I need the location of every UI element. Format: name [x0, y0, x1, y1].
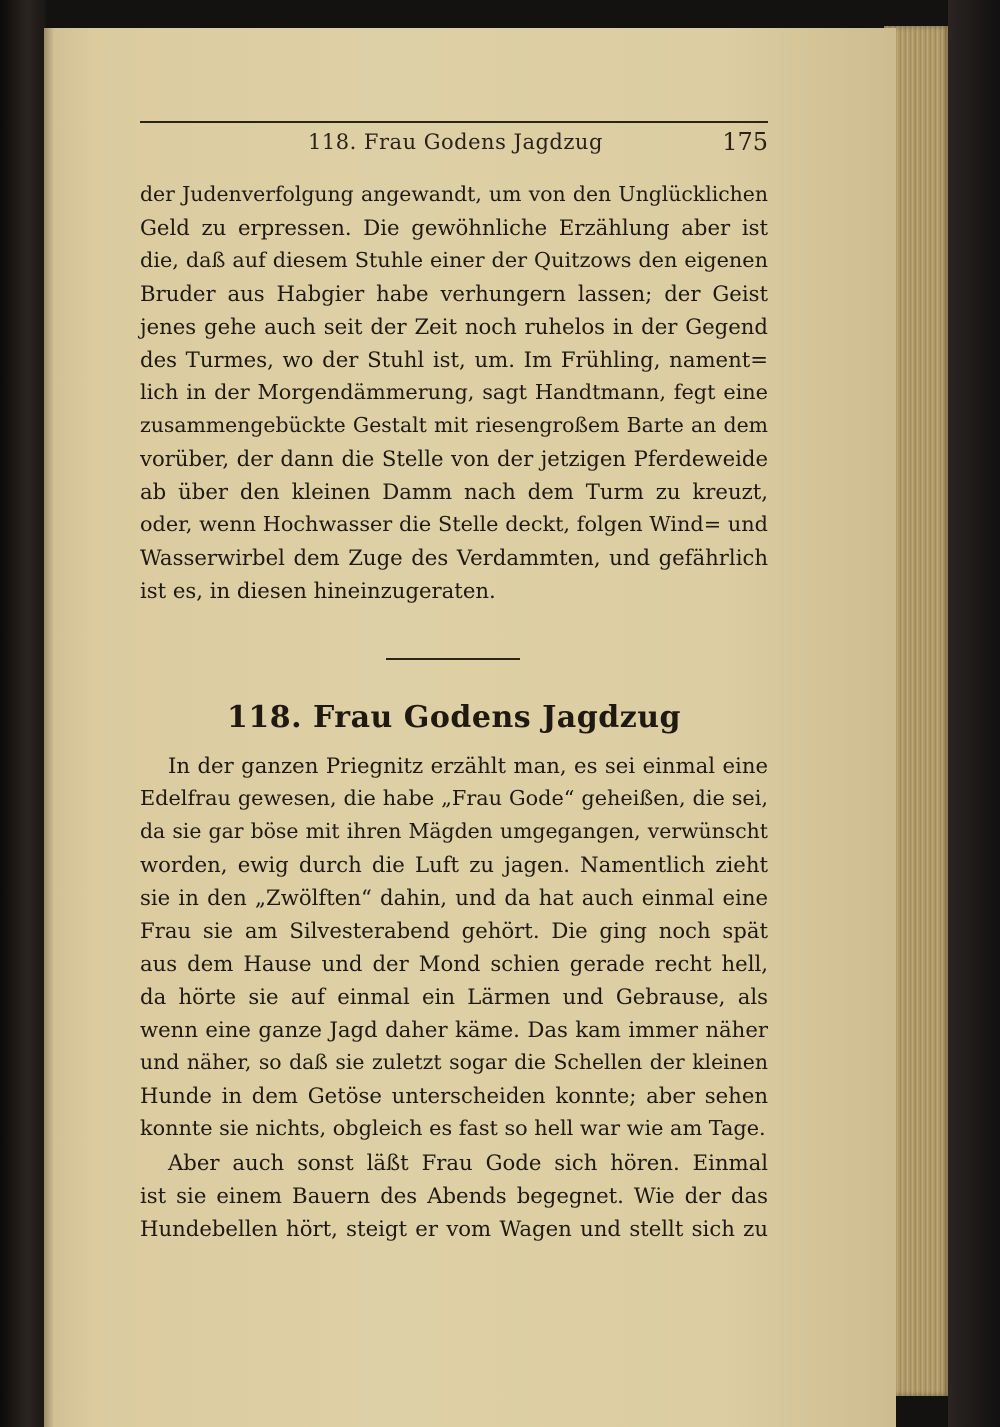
text-line: In der ganzen Priegnitz erzählt man, es sei einmal eine	[168, 753, 768, 778]
text-line: jenes gehe auch seit der Zeit noch ruhelos in der Gegend	[140, 314, 768, 339]
text-line: der Judenverfolgung angewandt, um von den Unglücklichen	[140, 182, 768, 206]
book-spine-left	[0, 0, 46, 1427]
running-head-title: 118. Frau Godens Jagdzug	[308, 130, 603, 154]
paragraph-top	[140, 178, 768, 607]
text-line: ab über den kleinen Damm nach dem Turm zu kreuzt,	[140, 479, 768, 504]
text-line: vorüber, der dann die Stelle von der jetzigen Pferdeweide	[140, 446, 768, 471]
book-cover-right	[948, 0, 1000, 1427]
text-line: sie in den „Zwölften“ dahin, und da hat auch einmal eine	[140, 885, 768, 910]
text-line: Hundebellen hört, steigt er vom Wagen und stellt sich zu	[140, 1216, 768, 1241]
header-rule	[140, 121, 768, 123]
section-paragraph-1	[140, 749, 768, 1145]
text-line: Geld zu erpressen. Die gewöhnliche Erzählung aber ist	[140, 215, 768, 240]
section-heading: 118. Frau Godens Jagdzug	[226, 700, 682, 735]
text-line: die, daß auf diesem Stuhle einer der Quitzows den eigenen	[140, 248, 768, 272]
text-line: ist es, in diesen hineinzugeraten.	[140, 578, 496, 603]
running-head	[140, 128, 768, 164]
text-line: worden, ewig durch die Luft zu jagen. Namentlich zieht	[140, 852, 768, 877]
text-line: Frau sie am Silvesterabend gehört. Die ging noch spät	[140, 918, 768, 943]
text-line: konnte sie nichts, obgleich es fast so hell war wie am Tage.	[140, 1116, 766, 1140]
text-line: Aber auch sonst läßt Frau Gode sich hören. Einmal	[168, 1150, 768, 1175]
section-paragraph-2	[140, 1146, 768, 1245]
text-line: zusammengebückte Gestalt mit riesengroßem Barte an dem	[140, 413, 768, 437]
text-line: Edelfrau gewesen, die habe „Frau Gode“ geheißen, die sei,	[140, 786, 768, 810]
text-line: oder, wenn Hochwasser die Stelle deckt, folgen Wind= und	[140, 512, 768, 536]
text-line: und näher, so daß sie zuletzt sogar die Schellen der kleinen	[140, 1050, 768, 1074]
text-line: lich in der Morgendämmerung, sagt Handtmann, fegt eine	[140, 380, 768, 404]
section-divider	[386, 658, 520, 660]
text-line: Bruder aus Habgier habe verhungern lassen; der Geist	[140, 281, 768, 306]
text-line: des Turmes, wo der Stuhl ist, um. Im Frühling, nament=	[140, 347, 768, 372]
text-line: Wasserwirbel dem Zuge des Verdammten, und gefährlich	[140, 545, 768, 570]
text-line: Hunde in dem Getöse unterscheiden konnte; aber sehen	[140, 1083, 768, 1108]
text-line: da hörte sie auf einmal ein Lärmen und Gebrause, als	[140, 984, 768, 1009]
page-gutter-shadow	[44, 28, 54, 1427]
page-number: 175	[722, 128, 768, 156]
text-line: ist sie einem Bauern des Abends begegnet. Wie der das	[140, 1183, 768, 1208]
text-line: da sie gar böse mit ihren Mägden umgegangen, verwünscht	[140, 819, 768, 843]
text-line: aus dem Hause und der Mond schien gerade recht hell,	[140, 951, 768, 976]
text-line: wenn eine ganze Jagd daher käme. Das kam immer näher	[140, 1017, 768, 1042]
